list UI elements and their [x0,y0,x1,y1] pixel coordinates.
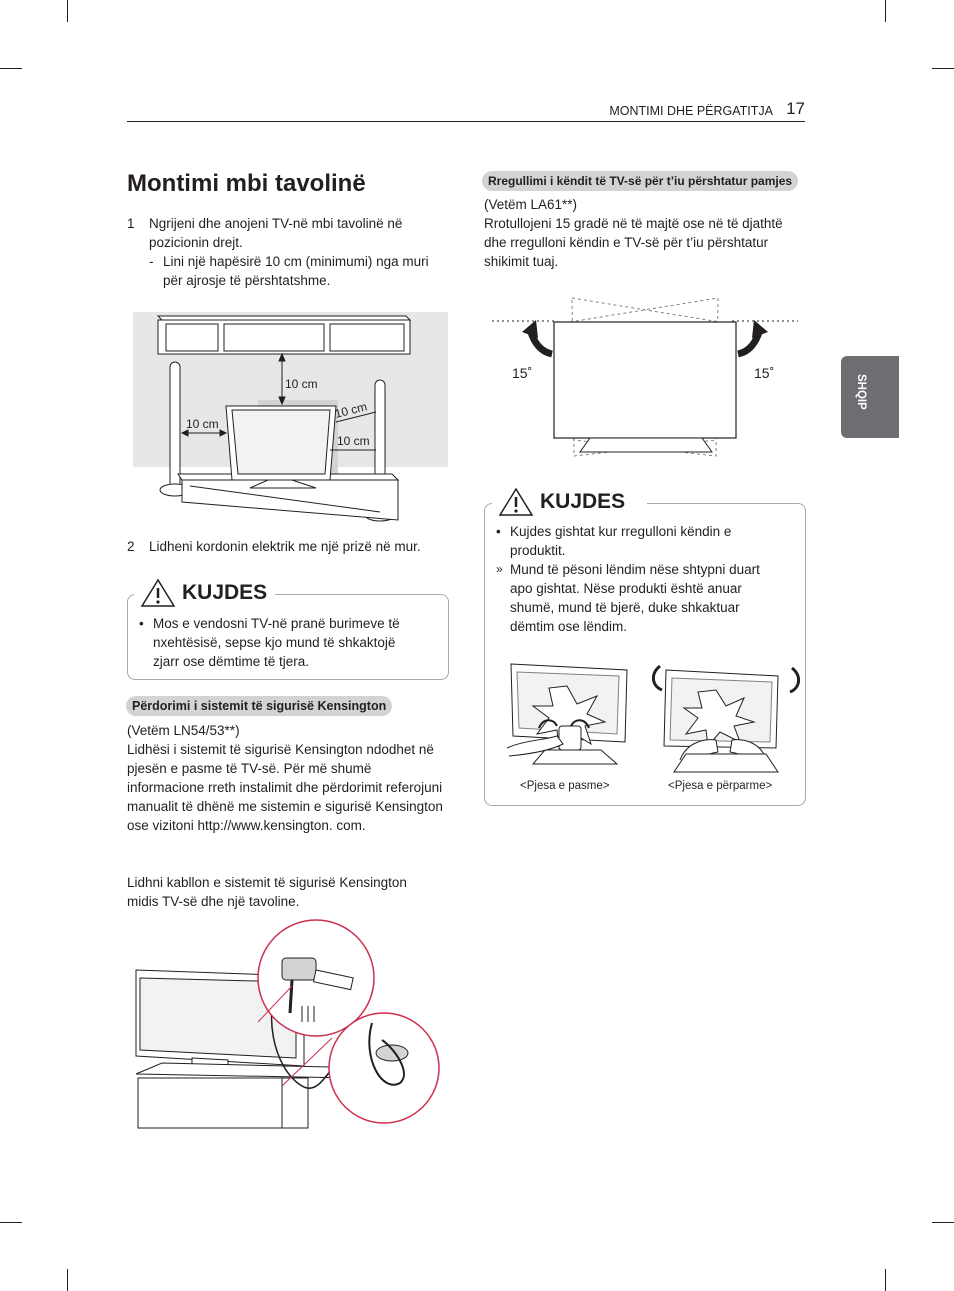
caution-heading [492,487,647,517]
sub-step [149,252,447,290]
crop-mark [885,0,886,22]
step-text: Ngrijeni dhe anojeni TV-në mbi tavolinë në pozicionin drejt. [149,216,403,250]
warning-icon [140,578,176,608]
sub-step-marker: - [149,254,154,269]
crop-mark [885,1269,886,1291]
stand-neck [559,726,581,750]
caution-title: KUJDES [182,581,268,604]
lock-magnifier [258,920,374,1036]
dimension-label-right-a: 10 cm [333,399,369,421]
caution-item-text: Mos e vendosni TV-në pranë burimeve të nxehtësisë, sepse kjo mund të shkaktojë zjarr ose dëmtime të tjera. [153,616,400,669]
table-magnifier [329,1013,439,1123]
crop-mark [0,68,22,69]
dimension-label-right-b: 10 cm [337,434,370,448]
angle-label-left: 15˚ [512,365,533,381]
angle-paragraph: Rrotullojeni 15 gradë në të majtë ose në të djathtë dhe rregulloni këndin e TV-së për t’iu përshtatur shikimit tuaj. [484,216,783,269]
caution-title: KUJDES [540,490,626,513]
crop-mark [0,1222,22,1223]
rotate-arrow [653,666,662,690]
caution-list [484,522,776,636]
kensington-heading: Përdorimi i sistemit të sigurisë Kensington [126,696,392,716]
crop-mark [932,1222,954,1223]
kensington-models: (Vetëm LN54/53**) [127,723,240,738]
swivel-illustration [490,294,800,464]
bullet-marker: • [496,524,501,539]
tv-set [226,406,336,488]
page-title: Montimi mbi tavolinë [127,170,366,197]
dimension-label-top: 10 cm [285,377,318,391]
page-number: 17 [786,99,805,118]
language-tab [841,356,899,438]
crop-mark [67,0,68,22]
warning-icon [498,487,534,517]
angle-heading: Rregullimi i këndit të TV-së për t’iu përshtatur pamjes [482,171,798,191]
crop-mark [67,1269,68,1291]
caution-item [484,522,776,560]
step-text: Lidheni kordonin elektrik me një prizë në mur. [149,539,421,554]
caution-item [127,614,419,671]
section-title: MONTIMI DHE PËRGATITJA [609,104,773,118]
stand-base [533,750,617,764]
caution-item [484,560,776,636]
tv-front [554,322,736,452]
kensington-illustration [132,918,442,1132]
pinch-back-illustration [505,656,635,776]
header-rule [127,121,805,122]
pinch-front-illustration [646,656,806,780]
rotate-arrow [790,668,799,692]
step-number: 2 [127,539,135,554]
crop-mark [932,68,954,69]
stand-base [674,754,778,772]
wall-shelf [158,316,410,354]
caution-item-text: Mund të pësoni lëndim nëse shtypni duart apo gishtat. Nëse produkti është anuar shumë, mund të bjerë, duke shkaktuar dëmtim ose lëndim. [510,562,760,634]
angle-models: (Vetëm LA61**) [484,197,578,212]
step-number: 1 [127,216,135,231]
kensington-paragraph-2: Lidhni kabllon e sistemit të sigurisë Kensington midis TV-së dhe një tavoline. [127,875,407,909]
running-header [0,98,805,122]
bullet-marker: • [139,616,144,631]
step-2 [127,537,447,556]
caution-item-text: Kujdes gishtat kur rregulloni këndin e produktit. [510,524,732,558]
caution-list [127,614,419,671]
language-tab-label: SHQIP [855,374,867,410]
sub-step-text: Lini një hapësirë 10 cm (minimumi) nga muri për ajrosje të përshtatshme. [163,254,429,288]
kensington-paragraph-1: Lidhësi i sistemit të sigurisë Kensington ndodhet në pjesën e pasme të TV-së. Për më shumë informacione rreth instalimit dhe përdorimit referojuni manualit të dhënë me sistemin e sigurisë Kensington ose vizitoni http://www.kensington. com. [127,742,443,833]
bullet-marker: » [496,562,503,576]
angle-label-right: 15˚ [754,365,775,381]
caption-back: <Pjesa e pasme> [520,780,610,792]
caution-heading [134,578,275,608]
placement-illustration [130,312,448,527]
caption-front: <Pjesa e përparme> [668,780,773,792]
step-1 [127,214,447,290]
dimension-label-left: 10 cm [186,417,219,431]
